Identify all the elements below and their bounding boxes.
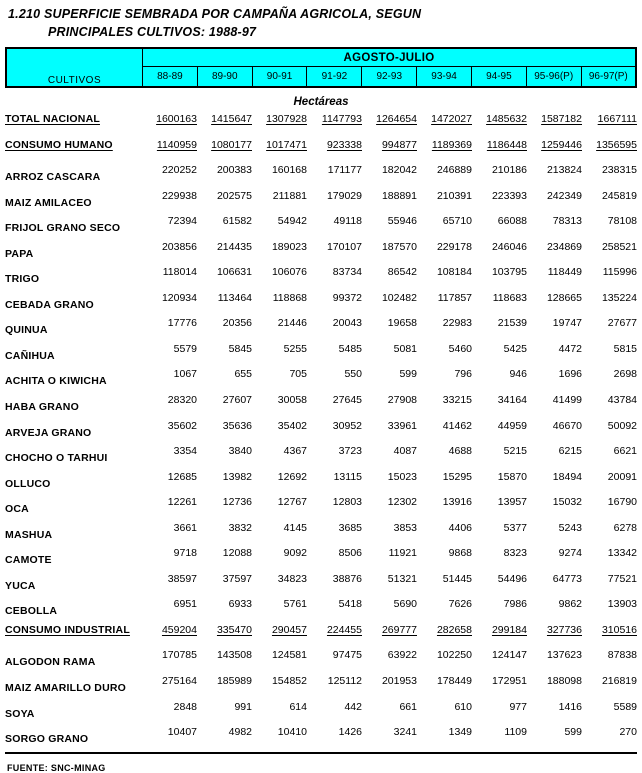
cell-value: 12736	[222, 496, 252, 509]
row-label: FRIJOL GRANO SECO	[5, 222, 121, 235]
cell-value: 269777	[381, 623, 417, 636]
cell-value: 13916	[442, 496, 472, 509]
cell-value: 5081	[393, 342, 417, 355]
cell-value: 5418	[338, 598, 362, 611]
cell-value: 234869	[546, 240, 582, 253]
cell-value: 124147	[491, 649, 527, 662]
row-label: MAIZ AMARILLO DURO	[5, 682, 127, 695]
cell-value: 12302	[387, 496, 417, 509]
cell-value: 5690	[393, 598, 417, 611]
cell-value: 10410	[277, 726, 307, 739]
row-label: CONSUMO HUMANO	[5, 138, 113, 151]
cell-value: 3832	[228, 521, 252, 534]
cell-value: 201953	[381, 675, 417, 688]
cell-value: 160168	[271, 164, 307, 177]
cell-value: 3723	[338, 445, 362, 458]
year-header-cell: 90-91	[252, 67, 307, 88]
cell-value: 189023	[271, 240, 307, 253]
cell-value: 13342	[607, 547, 637, 560]
cell-value: 6621	[613, 445, 637, 458]
cell-value: 1587182	[541, 113, 582, 125]
cell-value: 66088	[497, 215, 527, 228]
cell-value: 54496	[497, 572, 527, 585]
cell-value: 172951	[491, 675, 527, 688]
cell-value: 41462	[442, 419, 472, 432]
title-line-2: PRINCIPALES CULTIVOS: 1988-97	[48, 25, 257, 39]
cell-value: 18494	[552, 470, 582, 483]
row-label: ACHITA O KIWICHA	[5, 375, 107, 388]
cell-value: 1264654	[376, 113, 417, 125]
cell-value: 188098	[546, 675, 582, 688]
cell-value: 216819	[601, 675, 637, 688]
cell-value: 1067	[173, 368, 197, 381]
cell-value: 442	[344, 700, 362, 713]
cell-value: 51445	[442, 572, 472, 585]
cell-value: 213824	[546, 164, 582, 177]
cell-value: 12767	[277, 496, 307, 509]
cell-value: 290457	[271, 623, 307, 636]
cell-value: 15032	[552, 496, 582, 509]
cell-value: 4472	[558, 342, 582, 355]
cell-value: 12692	[277, 470, 307, 483]
row-label: CHOCHO O TARHUI	[5, 452, 108, 465]
cell-value: 170785	[161, 649, 197, 662]
cell-value: 214435	[216, 240, 252, 253]
cell-value: 550	[344, 368, 362, 381]
cell-value: 1349	[448, 726, 472, 739]
cell-value: 224455	[326, 623, 362, 636]
cell-value: 5460	[448, 342, 472, 355]
cell-value: 13957	[497, 496, 527, 509]
cell-value: 9092	[283, 547, 307, 560]
row-label: ALGODON RAMA	[5, 656, 96, 669]
cell-value: 13903	[607, 598, 637, 611]
cell-value: 15870	[497, 470, 527, 483]
cell-value: 87838	[607, 649, 637, 662]
cell-value: 77521	[607, 572, 637, 585]
row-label: YUCA	[5, 579, 36, 592]
cell-value: 242349	[546, 189, 582, 202]
cell-value: 51321	[387, 572, 417, 585]
cell-value: 655	[234, 368, 252, 381]
cell-value: 35636	[222, 419, 252, 432]
cell-value: 5589	[613, 700, 637, 713]
cell-value: 63922	[387, 649, 417, 662]
cell-value: 4406	[448, 521, 472, 534]
cell-value: 1472027	[431, 113, 472, 125]
cell-value: 38597	[167, 572, 197, 585]
cell-value: 118868	[272, 291, 307, 304]
row-label: ARVEJA GRANO	[5, 426, 92, 439]
row-label: SORGO GRANO	[5, 733, 89, 746]
cell-value: 2698	[613, 368, 637, 381]
cell-value: 106631	[216, 266, 252, 279]
cell-value: 705	[289, 368, 307, 381]
cell-value: 1147793	[321, 113, 362, 125]
cell-value: 3853	[393, 521, 417, 534]
cultivos-header-cell: CULTIVOS	[6, 48, 143, 87]
year-header-cell: 88-89	[143, 67, 198, 88]
cell-value: 6215	[558, 445, 582, 458]
cell-value: 27908	[387, 394, 417, 407]
cell-value: 41499	[552, 394, 582, 407]
cell-value: 170107	[326, 240, 362, 253]
cell-value: 994877	[381, 138, 417, 151]
cell-value: 19658	[387, 317, 417, 330]
cell-value: 310516	[601, 623, 637, 636]
cell-value: 6933	[228, 598, 252, 611]
unit-label: Hectáreas	[293, 96, 349, 108]
cell-value: 12803	[332, 496, 362, 509]
cell-value: 1416	[558, 700, 582, 713]
cell-value: 246046	[491, 240, 527, 253]
cell-value: 117857	[437, 291, 472, 304]
year-header-cell: 94-95	[471, 67, 526, 88]
cell-value: 245819	[601, 189, 637, 202]
cell-value: 64773	[552, 572, 582, 585]
cell-value: 128665	[546, 291, 582, 304]
cell-value: 185989	[216, 675, 252, 688]
cell-value: 61582	[222, 215, 252, 228]
cell-value: 2848	[173, 700, 197, 713]
cell-value: 22983	[442, 317, 472, 330]
cell-value: 103795	[491, 266, 527, 279]
cell-value: 20091	[607, 470, 637, 483]
cell-value: 9868	[448, 547, 472, 560]
cell-value: 1415647	[211, 113, 252, 125]
cell-value: 179029	[326, 189, 362, 202]
row-label: CAÑIHUA	[5, 349, 55, 362]
row-label: CEBOLLA	[5, 605, 58, 618]
cell-value: 270	[619, 726, 637, 739]
cell-value: 20356	[222, 317, 252, 330]
cell-value: 220252	[161, 164, 197, 177]
cell-value: 1667111	[597, 113, 637, 125]
cell-value: 188891	[381, 189, 417, 202]
cell-value: 30952	[332, 419, 362, 432]
cell-value: 5377	[503, 521, 527, 534]
cell-value: 33215	[442, 394, 472, 407]
cell-value: 3661	[173, 521, 197, 534]
cell-value: 1189369	[431, 138, 472, 151]
cell-value: 1109	[504, 726, 527, 739]
cell-value: 9718	[173, 547, 197, 560]
cell-value: 610	[454, 700, 472, 713]
cell-value: 33961	[387, 419, 417, 432]
cell-value: 299184	[491, 623, 527, 636]
row-label: ARROZ CASCARA	[5, 171, 101, 184]
row-label: TRIGO	[5, 273, 40, 286]
cell-value: 5243	[558, 521, 582, 534]
cell-value: 11921	[388, 547, 417, 560]
cell-value: 258521	[601, 240, 637, 253]
cell-value: 37597	[222, 572, 252, 585]
cell-value: 12685	[167, 470, 197, 483]
cell-value: 246889	[436, 164, 472, 177]
cell-value: 5845	[228, 342, 252, 355]
cell-value: 1600163	[156, 113, 197, 125]
cell-value: 5815	[613, 342, 637, 355]
cell-value: 614	[289, 700, 307, 713]
cell-value: 20043	[332, 317, 362, 330]
cell-value: 977	[509, 700, 527, 713]
cell-value: 12261	[167, 496, 197, 509]
cell-value: 17776	[167, 317, 197, 330]
cell-value: 120934	[161, 291, 197, 304]
source-note: FUENTE: SNC-MINAG	[7, 762, 106, 773]
cell-value: 135224	[601, 291, 637, 304]
cell-value: 6951	[173, 598, 197, 611]
cell-value: 223393	[491, 189, 527, 202]
cell-value: 46670	[552, 419, 582, 432]
cell-value: 99372	[332, 291, 362, 304]
cell-value: 923338	[326, 138, 362, 151]
cell-value: 187570	[381, 240, 417, 253]
cell-value: 4367	[283, 445, 307, 458]
cell-value: 102250	[436, 649, 472, 662]
cell-value: 118449	[547, 266, 582, 279]
cell-value: 102482	[381, 291, 417, 304]
cell-value: 171177	[327, 164, 362, 177]
cell-value: 118683	[492, 291, 527, 304]
cell-value: 28320	[167, 394, 197, 407]
cell-value: 459204	[161, 623, 197, 636]
year-header-cell: 95-96(P)	[526, 67, 581, 88]
cell-value: 9862	[558, 598, 582, 611]
cell-value: 200383	[216, 164, 252, 177]
cell-value: 27645	[332, 394, 362, 407]
row-label: CEBADA GRANO	[5, 298, 94, 311]
cell-value: 21539	[497, 317, 527, 330]
cell-value: 178449	[436, 675, 472, 688]
cell-value: 72394	[167, 215, 197, 228]
cell-value: 7986	[503, 598, 527, 611]
cell-value: 9274	[558, 547, 582, 560]
table-header	[5, 47, 637, 88]
cell-value: 97475	[332, 649, 362, 662]
cell-value: 118014	[162, 266, 197, 279]
cell-value: 238315	[601, 164, 637, 177]
cell-value: 27607	[222, 394, 252, 407]
data-table	[5, 113, 637, 752]
cell-value: 15023	[387, 470, 417, 483]
cell-value: 282658	[436, 623, 472, 636]
cell-value: 83734	[332, 266, 362, 279]
cell-value: 44959	[497, 419, 527, 432]
cell-value: 210186	[491, 164, 527, 177]
cell-value: 5425	[503, 342, 527, 355]
cell-value: 34164	[497, 394, 527, 407]
cell-value: 4145	[283, 521, 307, 534]
cell-value: 3241	[393, 726, 417, 739]
cell-value: 115996	[602, 266, 637, 279]
cell-value: 5761	[283, 598, 307, 611]
cell-value: 946	[509, 368, 527, 381]
cell-value: 5579	[173, 342, 197, 355]
cell-value: 3354	[173, 445, 197, 458]
cell-value: 34823	[277, 572, 307, 585]
cell-value: 137623	[546, 649, 582, 662]
cell-value: 3840	[228, 445, 252, 458]
cell-value: 661	[399, 700, 417, 713]
cell-value: 203856	[161, 240, 197, 253]
cell-value: 21446	[277, 317, 307, 330]
cell-value: 1356595	[596, 138, 637, 151]
row-label: OCA	[5, 503, 29, 516]
cell-value: 154852	[271, 675, 307, 688]
row-label: CONSUMO INDUSTRIAL	[5, 623, 130, 636]
cell-value: 16790	[607, 496, 637, 509]
agosto-julio-header-cell: AGOSTO-JULIO	[143, 48, 637, 67]
cell-value: 30058	[277, 394, 307, 407]
cell-value: 55946	[387, 215, 417, 228]
table-row	[5, 164, 637, 190]
cell-value: 38876	[332, 572, 362, 585]
cell-value: 1696	[558, 368, 582, 381]
cell-value: 3685	[338, 521, 362, 534]
cell-value: 49118	[333, 215, 362, 228]
cell-value: 1080177	[211, 138, 252, 151]
cell-value: 10407	[167, 726, 197, 739]
cell-value: 1140959	[156, 138, 197, 151]
cell-value: 78108	[607, 215, 637, 228]
cell-value: 1259446	[541, 138, 582, 151]
cell-value: 43784	[607, 394, 637, 407]
year-header-cell: 89-90	[197, 67, 252, 88]
table-row	[5, 113, 637, 139]
cell-value: 35402	[277, 419, 307, 432]
cell-value: 211881	[272, 189, 307, 202]
cell-value: 1485632	[486, 113, 527, 125]
row-label: MASHUA	[5, 528, 53, 541]
year-header-cell: 93-94	[417, 67, 472, 88]
cell-value: 113464	[217, 291, 252, 304]
row-label: TOTAL NACIONAL	[5, 113, 100, 125]
cell-value: 991	[234, 700, 252, 713]
cell-value: 796	[454, 368, 472, 381]
cell-value: 4087	[393, 445, 417, 458]
cell-value: 108184	[436, 266, 472, 279]
year-header-cell: 92-93	[362, 67, 417, 88]
cell-value: 78313	[552, 215, 582, 228]
cell-value: 210391	[436, 189, 472, 202]
cell-value: 124581	[271, 649, 307, 662]
cell-value: 4688	[448, 445, 472, 458]
cell-value: 86542	[387, 266, 417, 279]
cell-value: 1186448	[486, 138, 527, 151]
cell-value: 35602	[167, 419, 197, 432]
year-header-cell: 91-92	[307, 67, 362, 88]
row-label: CAMOTE	[5, 554, 52, 567]
cell-value: 12088	[222, 547, 252, 560]
cell-value: 65710	[442, 215, 472, 228]
cell-value: 106076	[271, 266, 307, 279]
cell-value: 1426	[338, 726, 362, 739]
cell-value: 5485	[338, 342, 362, 355]
cell-value: 13115	[333, 470, 362, 483]
cell-value: 143508	[216, 649, 252, 662]
cell-value: 599	[564, 726, 582, 739]
title-line-1: 1.210 SUPERFICIE SEMBRADA POR CAMPAÑA AGRICOLA, SEGUN	[8, 7, 422, 21]
cell-value: 182042	[381, 164, 417, 177]
year-header-cell: 96-97(P)	[581, 67, 636, 88]
row-label: OLLUCO	[5, 477, 51, 490]
cell-value: 15295	[442, 470, 472, 483]
cell-value: 125112	[327, 675, 362, 688]
row-label: SOYA	[5, 707, 35, 720]
cell-value: 8506	[338, 547, 362, 560]
cell-value: 4982	[228, 726, 252, 739]
table-row	[5, 649, 637, 675]
row-label: PAPA	[5, 247, 34, 260]
cell-value: 275164	[161, 675, 197, 688]
cell-value: 1307928	[266, 113, 307, 125]
cell-value: 7626	[448, 598, 472, 611]
cell-value: 27677	[607, 317, 637, 330]
row-label: MAIZ AMILACEO	[5, 196, 92, 209]
cell-value: 335470	[216, 623, 252, 636]
period-header-row	[6, 48, 636, 67]
cell-value: 8323	[503, 547, 527, 560]
cell-value: 5215	[503, 445, 527, 458]
cell-value: 54942	[277, 215, 307, 228]
row-label: HABA GRANO	[5, 401, 79, 414]
cell-value: 1017471	[266, 138, 307, 151]
cell-value: 327736	[546, 623, 582, 636]
row-label: QUINUA	[5, 324, 48, 337]
cell-value: 229178	[436, 240, 472, 253]
document-title	[0, 0, 642, 40]
cell-value: 599	[399, 368, 417, 381]
cell-value: 202575	[216, 189, 252, 202]
cell-value: 229938	[161, 189, 197, 202]
cell-value: 50092	[607, 419, 637, 432]
cell-value: 5255	[283, 342, 307, 355]
cell-value: 19747	[552, 317, 582, 330]
cell-value: 6278	[613, 521, 637, 534]
table-row	[5, 139, 637, 165]
cell-value: 13982	[222, 470, 252, 483]
